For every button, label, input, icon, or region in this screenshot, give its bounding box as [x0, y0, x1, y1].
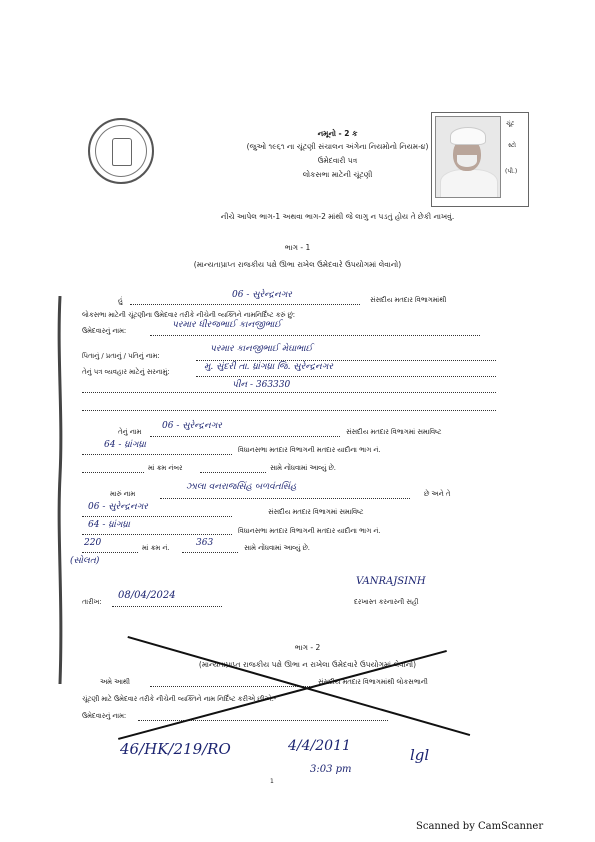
- hw-proposer-name: ઝાલા વનરાજસિંહ બળવંતસિંહ: [186, 482, 297, 492]
- date-label: તારીખ:: [82, 598, 102, 606]
- part1-title: ભાગ - 1: [284, 243, 311, 252]
- dotted-line: [200, 472, 266, 473]
- hw-candidate-name: પરમાર ધીરજભાઈ કાનજીભાઈ: [172, 320, 282, 330]
- dotted-line: [150, 686, 310, 687]
- hw-receipt-date: 4/4/2011: [288, 738, 351, 754]
- form-number: નમૂનો - 2 ક: [317, 129, 358, 138]
- part2-candidate-label: ઉમેદવારનું નામ:: [82, 712, 127, 720]
- signature-label: દરખાસ્ત કરનારની સહી: [354, 598, 419, 606]
- father-name-label: પિતાનું / પ્રતાનું / પતિનું નામ:: [82, 352, 160, 360]
- p3-mid2: સંસદીય મતદાર વિભાગમાં સમાવિષ્ટ: [268, 508, 364, 516]
- dotted-line: [82, 534, 232, 535]
- address-label: તેનું પત્ર વ્યવહાર માટેનું સરનામું:: [82, 368, 170, 376]
- scanner-footer: Scanned by CamScanner: [416, 821, 544, 832]
- part2-title: ભાગ - 2: [294, 643, 321, 652]
- dotted-line: [82, 552, 138, 553]
- p3-prefix: મારું નામ: [110, 490, 136, 498]
- dotted-line: [196, 376, 496, 377]
- instruction: નીચે આપેલ ભાગ-1 અથવા ભાગ-2 માંથી જે લાગુ ન પડતું હોય તે છેકી નાખવું.: [220, 212, 455, 221]
- dotted-line: [82, 516, 232, 517]
- dotted-line: [82, 472, 144, 473]
- part1-subtitle: (માન્યતાપ્રાપ્ત રાજકીય પક્ષે ઊભા રાખેલ ઉમેદવારે ઉપયોગમાં લેવાનો): [193, 260, 402, 269]
- dotted-line: [112, 606, 222, 607]
- p3-line3: માં ક્રમ નં.: [142, 544, 170, 552]
- p1-line1-prefix: હું: [118, 296, 123, 304]
- p3-mid: છે અને તે: [424, 490, 451, 498]
- dotted-line: [160, 498, 410, 499]
- hw-address-pin: પીન - 363330: [232, 380, 291, 390]
- part2-line1-suffix: સંસદીય મતદાર વિભાગમાંથી લોકસભાની: [318, 678, 428, 686]
- part2-subtitle: (માન્યતાપ્રાપ્ત રાજકીય પક્ષે ઊભા ન રાખેલા ઉમેદવારે ઉપયોગમાં લેવાનો): [198, 660, 417, 669]
- binding-string: [56, 296, 64, 684]
- hw-reference-number: 46/HK/219/RO: [120, 740, 231, 758]
- hw-part-number: 220: [84, 538, 102, 548]
- part2-line1-prefix: અમે આથી: [100, 678, 130, 686]
- hw-address-line1: મુ. સુંદરી તા. ધ્રાંગધ્રા જિ. સુરેન્દ્રનગર: [204, 362, 333, 372]
- hw-p3-assembly: 64 - ધ્રાંગધ્રા: [88, 520, 130, 530]
- rule-reference: (જુઓ ૧૯૬૧ ના ચૂંટણી સંચાલન અંગેના નિયમોનો નિયમ-૪): [246, 142, 429, 151]
- p1-line2: લોકસભા માટેની ચૂંટણીના ઉમેદવાર તરીકે નીચેની વ્યક્તિને નામનિર્દિષ્ટ કરું છું:: [82, 311, 296, 319]
- hw-date: 08/04/2024: [118, 590, 176, 601]
- hw-father-name: પરમાર કાનજીભાઈ મેઘાભાઈ: [210, 344, 313, 354]
- p2-line3: માં ક્રમ નંબર: [148, 464, 183, 472]
- form-title: ઉમેદવારી પત્ર: [317, 156, 358, 165]
- dotted-line: [82, 392, 496, 393]
- hw-receipt-time: 3:03 pm: [310, 764, 352, 775]
- photo-label-bottom: (પી.): [505, 168, 518, 175]
- hw-serial-number: 363: [196, 538, 214, 548]
- hw-constituency: 06 - સુરેન્દ્રનગર: [232, 290, 292, 300]
- hw-annotation: (સોલત): [70, 556, 100, 566]
- p2-line3b: સામે નોંધવામાં આવ્યું છે.: [270, 464, 336, 472]
- dotted-line: [82, 454, 232, 455]
- part2-line2: ચૂંટણી માટે ઉમેદવાર તરીકે નીચેની વ્યક્તિને નામ નિર્દિષ્ટ કરીએ છીએ:-: [82, 695, 277, 703]
- dotted-line: [150, 335, 480, 336]
- p3-line3b: સામે નોંધવામાં આવ્યું છે.: [244, 544, 310, 552]
- p1-line1-suffix: સંસદીય મતદાર વિભાગમાંથી: [370, 296, 447, 304]
- hw-p2-constituency: 06 - સુરેન્દ્રનગર: [162, 421, 222, 431]
- p2-mid: સંસદીય મતદાર વિભાગમાં સમાવિષ્ટ: [346, 428, 442, 436]
- dotted-line: [138, 720, 388, 721]
- p2-line2: વિધાનસભા મતદાર વિભાગની મતદાર યાદીના ભાગ નં.: [238, 446, 381, 454]
- dotted-line: [182, 552, 238, 553]
- p3-line2: વિધાનસભા મતદાર વિભાગની મતદાર યાદીના ભાગ નં.: [238, 527, 381, 535]
- candidate-name-label: ઉમેદવારનું નામ:: [82, 327, 127, 335]
- p2-prefix: તેનું નામ: [118, 428, 142, 436]
- hw-initials: lgl: [410, 746, 430, 764]
- dotted-line: [150, 436, 340, 437]
- hw-p2-assembly: 64 - ધ્રાંગધ્રા: [104, 440, 146, 450]
- hw-signature: VANRAJSINH: [356, 576, 426, 587]
- hw-p3-constituency: 06 - સુરેન્દ્રનગર: [88, 502, 148, 512]
- page-number: 1: [270, 778, 274, 785]
- election-title: લોકસભા માટેની ચૂંટણી: [302, 170, 373, 179]
- dotted-line: [196, 360, 496, 361]
- dotted-line: [82, 410, 496, 411]
- dotted-line: [130, 304, 360, 305]
- photo-label-mid: સ્ટો: [508, 142, 516, 149]
- candidate-photo: [435, 116, 501, 198]
- photo-label-top: ચૂંટ: [506, 120, 515, 127]
